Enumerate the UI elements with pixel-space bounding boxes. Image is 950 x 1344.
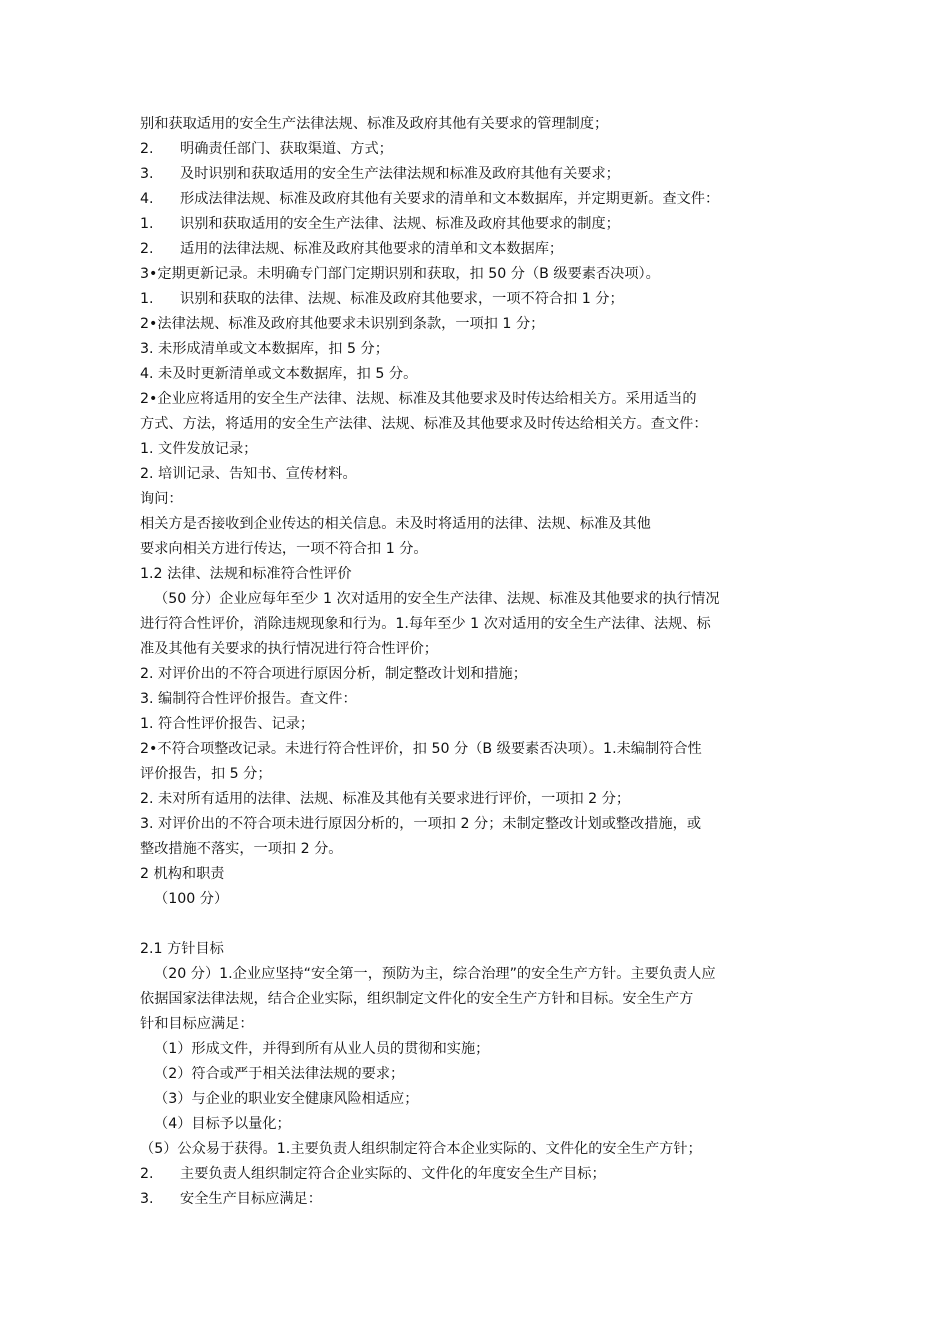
text-line: 整改措施不落实，一项扣 2 分。	[140, 841, 343, 857]
text-line: 3•定期更新记录。未明确专门部门定期识别和获取，扣 50 分（B 级要素否决项）。	[140, 266, 660, 282]
text-line: 针和目标应满足：	[140, 1016, 254, 1032]
numbered-line	[140, 1162, 820, 1187]
numbered-line	[140, 237, 820, 262]
line-number: 1.	[140, 216, 154, 232]
text-line: （50 分）企业应每年至少 1 次对适用的安全生产法律、法规、标准及其他要求的执行情况	[154, 591, 720, 607]
line-number: 3.	[140, 166, 154, 182]
text-line: 1.2 法律、法规和标准符合性评价	[140, 566, 352, 582]
numbered-line	[140, 162, 820, 187]
text-line: 3. 编制符合性评价报告。查文件：	[140, 691, 357, 707]
document-body	[140, 112, 820, 1212]
line-text: 主要负责人组织制定符合企业实际的、文件化的年度安全生产目标；	[180, 1166, 606, 1182]
text-line: （1）形成文件，并得到所有从业人员的贯彻和实施；	[154, 1041, 490, 1057]
line-text: 识别和获取适用的安全生产法律、法规、标准及政府其他要求的制度；	[180, 216, 620, 232]
text-line: 询问：	[140, 491, 183, 507]
text-line: （20 分）1.企业应坚持“安全第一，预防为主，综合治理”的安全生产方针。主要负责人应	[154, 966, 716, 982]
text-line: 1. 符合性评价报告、记录；	[140, 716, 315, 732]
text-line: 2. 对评价出的不符合项进行原因分析，制定整改计划和措施；	[140, 666, 527, 682]
text-line: （5）公众易于获得。1.主要负责人组织制定符合本企业实际的、文件化的安全生产方针；	[140, 1141, 702, 1157]
text-line: 2•企业应将适用的安全生产法律、法规、标准及其他要求及时传达给相关方。采用适当的	[140, 391, 697, 407]
numbered-line	[140, 212, 820, 237]
text-line: 进行符合性评价，消除违规现象和行为。1.每年至少 1 次对适用的安全生产法律、法规、标	[140, 616, 711, 632]
text-line: 2•不符合项整改记录。未进行符合性评价，扣 50 分（B 级要素否决项）。1.未编制符合性	[140, 741, 702, 757]
text-line: 3. 未形成清单或文本数据库，扣 5 分；	[140, 341, 389, 357]
numbered-line	[140, 287, 820, 312]
text-line: 3. 对评价出的不符合项未进行原因分析的，一项扣 2 分；未制定整改计划或整改措施，或	[140, 816, 702, 832]
text-line: （4）目标予以量化；	[154, 1116, 291, 1132]
text-line: （100 分）	[154, 891, 229, 907]
text-line: 2. 未对所有适用的法律、法规、标准及其他有关要求进行评价，一项扣 2 分；	[140, 791, 631, 807]
line-text: 识别和获取的法律、法规、标准及政府其他要求，一项不符合扣 1 分；	[180, 291, 624, 307]
blank-line	[140, 912, 820, 937]
line-text: 适用的法律法规、标准及政府其他要求的清单和文本数据库；	[180, 241, 564, 257]
line-text: 安全生产目标应满足：	[180, 1191, 322, 1207]
line-number: 2.	[140, 241, 154, 257]
text-line: 2.1 方针目标	[140, 941, 224, 957]
line-number: 4.	[140, 191, 154, 207]
text-line: 准及其他有关要求的执行情况进行符合性评价；	[140, 641, 438, 657]
text-line: 方式、方法，将适用的安全生产法律、法规、标准及其他要求及时传达给相关方。查文件：	[140, 416, 708, 432]
text-line: 要求向相关方进行传达，一项不符合扣 1 分。	[140, 541, 428, 557]
text-line: 依据国家法律法规，结合企业实际，组织制定文件化的安全生产方针和目标。安全生产方	[140, 991, 694, 1007]
text-line: 评价报告，扣 5 分；	[140, 766, 272, 782]
text-line: 2 机构和职责	[140, 866, 225, 882]
line-number: 3.	[140, 1191, 154, 1207]
text-line: 1. 文件发放记录；	[140, 441, 258, 457]
text-line: （2）符合或严于相关法律法规的要求；	[154, 1066, 405, 1082]
line-text: 及时识别和获取适用的安全生产法律法规和标准及政府其他有关要求；	[180, 166, 620, 182]
text-line: 4. 未及时更新清单或文本数据库，扣 5 分。	[140, 366, 418, 382]
numbered-line	[140, 187, 820, 212]
line-number: 1.	[140, 291, 154, 307]
text-line: 别和获取适用的安全生产法律法规、标准及政府其他有关要求的管理制度；	[140, 116, 609, 132]
text-line: 2•法律法规、标准及政府其他要求未识别到条款，一项扣 1 分；	[140, 316, 545, 332]
numbered-line	[140, 137, 820, 162]
line-number: 2.	[140, 1166, 154, 1182]
text-line: 2. 培训记录、告知书、宣传材料。	[140, 466, 357, 482]
line-text: 形成法律法规、标准及政府其他有关要求的清单和文本数据库，并定期更新。查文件：	[180, 191, 720, 207]
numbered-line	[140, 1187, 820, 1212]
line-text: 明确责任部门、获取渠道、方式；	[180, 141, 393, 157]
line-number: 2.	[140, 141, 154, 157]
text-line: （3）与企业的职业安全健康风险相适应；	[154, 1091, 419, 1107]
text-line: 相关方是否接收到企业传达的相关信息。未及时将适用的法律、法规、标准及其他	[140, 516, 651, 532]
